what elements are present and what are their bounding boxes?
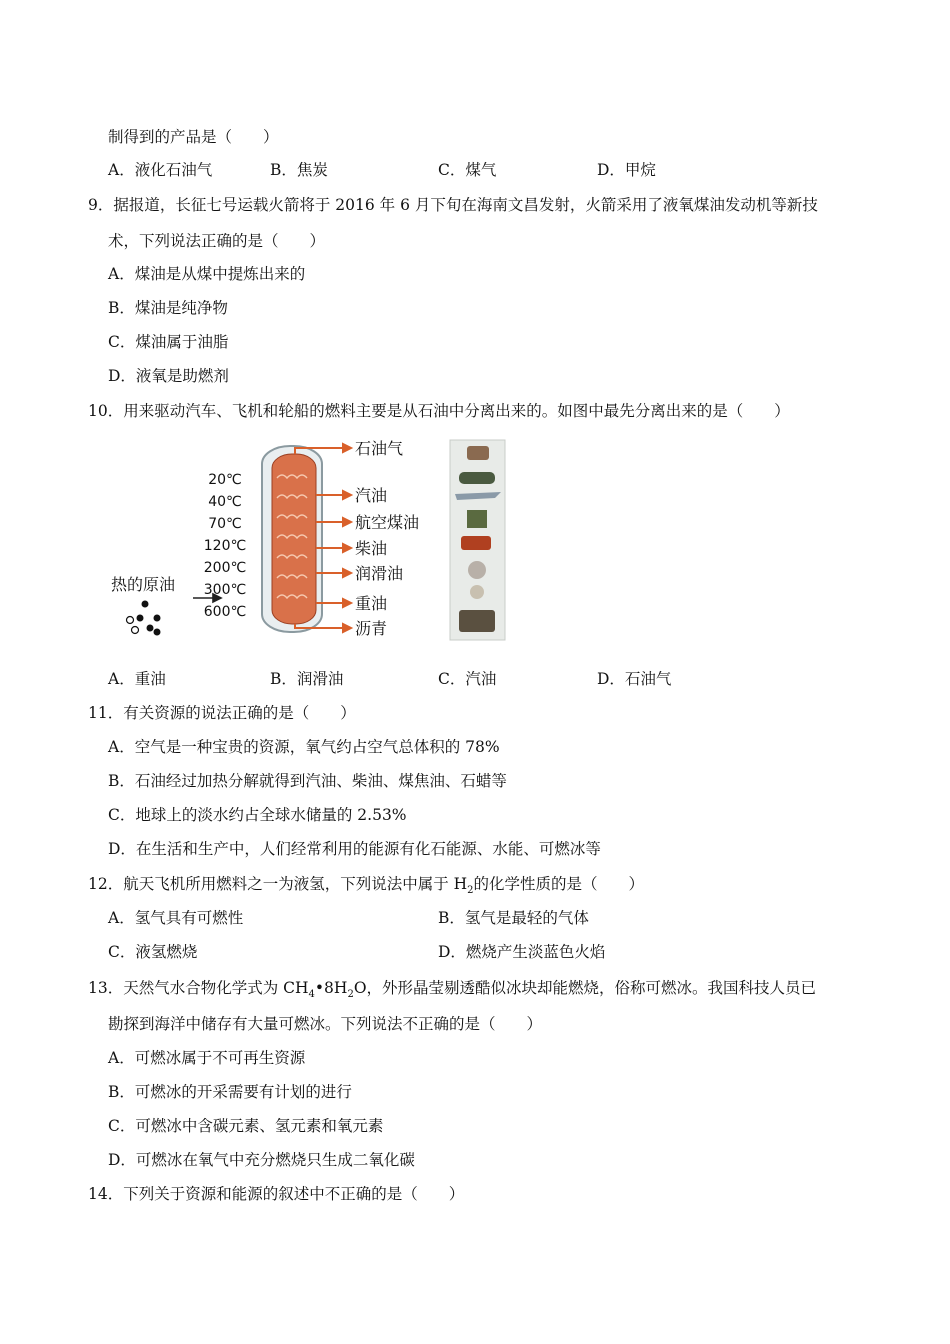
usage-images-strip [450, 440, 505, 640]
q13-stem-line1 [88, 978, 817, 1001]
q11-option-d: D．在生活和生产中，人们经常利用的能源有化石能源、水能、可燃冰等 [108, 840, 601, 858]
gear-icon [468, 561, 486, 579]
gas-tank-icon [467, 446, 489, 460]
temp-label: 40℃ [208, 494, 242, 510]
q12-stem-pre: 12．航天飞机所用燃料之一为液氢，下列说法中属于 H [88, 875, 468, 893]
q12-option-a: A．氢气具有可燃性 [108, 909, 244, 927]
q8-option-c: C．煤气 [438, 161, 497, 179]
temp-label: 300℃ [203, 582, 247, 598]
road-roller-icon [459, 610, 495, 632]
oil-icon [470, 585, 484, 599]
distillation-tower-figure [105, 438, 510, 643]
q14-stem: 14．下列关于资源和能源的叙述中不正确的是（ ） [88, 1185, 465, 1203]
temp-label: 600℃ [203, 604, 247, 620]
temp-label: 70℃ [208, 516, 242, 532]
product-label: 汽油 [355, 486, 388, 505]
temp-label: 120℃ [203, 538, 247, 554]
q12-stem-sub: 2 [467, 885, 474, 897]
q13-stem-sub2: 2 [347, 989, 354, 1001]
product-label: 润滑油 [355, 564, 404, 583]
q13-option-d: D．可燃冰在氧气中充分燃烧只生成二氧化碳 [108, 1151, 415, 1169]
product-label: 航空煤油 [355, 513, 420, 532]
q13-option-a: A．可燃冰属于不可再生资源 [108, 1049, 306, 1067]
temp-label: 20℃ [208, 472, 242, 488]
q13-stem-sub1: 4 [308, 989, 315, 1001]
q10-option-d: D．石油气 [597, 670, 672, 688]
q8-option-a: A．液化石油气 [108, 161, 213, 179]
product-label: 重油 [355, 594, 388, 613]
engine-icon [467, 510, 487, 528]
q13-option-c: C．可燃冰中含碳元素、氢元素和氧元素 [108, 1117, 384, 1135]
q13-stem-line2: 勘探到海洋中储存有大量可燃冰。下列说法不正确的是（ ） [108, 1015, 543, 1033]
q9-option-d: D．液氧是助燃剂 [108, 367, 229, 385]
tractor-icon [461, 536, 491, 550]
q12-stem [88, 874, 645, 897]
q10-stem: 10．用来驱动汽车、飞机和轮船的燃料主要是从石油中分离出来的。如图中最先分离出来的是（ ） [88, 402, 790, 420]
q12-stem-post: 的化学性质的是（ ） [473, 875, 645, 893]
q11-option-b: B．石油经过加热分解就得到汽油、柴油、煤焦油、石蜡等 [108, 772, 507, 790]
product-label: 柴油 [355, 539, 388, 558]
q9-stem-line1: 9．据报道，长征七号运载火箭将于 2016 年 6 月下旬在海南文昌发射，火箭采用了液氧煤油发动机等新技 [88, 196, 818, 214]
temp-label: 200℃ [203, 560, 247, 576]
q12-option-d: D．燃烧产生淡蓝色火焰 [438, 943, 606, 961]
q8-stem: 制得到的产品是（ ） [108, 128, 279, 146]
product-label: 石油气 [355, 439, 404, 458]
product-label: 沥青 [355, 619, 388, 638]
q13-option-b: B．可燃冰的开采需要有计划的进行 [108, 1083, 352, 1101]
q10-option-a: A．重油 [108, 670, 166, 688]
q12-option-b: B．氢气是最轻的气体 [438, 909, 589, 927]
q11-option-c: C．地球上的淡水约占全球水储量的 2.53% [108, 806, 407, 824]
q11-stem: 11．有关资源的说法正确的是（ ） [88, 704, 356, 722]
q13-stem-b: •8H [314, 979, 348, 997]
q10-option-b: B．润滑油 [270, 670, 344, 688]
crude-oil-dots [127, 601, 161, 636]
q9-stem-line2: 术，下列说法正确的是（ ） [108, 232, 326, 250]
tower-body [272, 454, 316, 624]
q13-stem-a: 13．天然气水合物化学式为 CH [88, 979, 309, 997]
q9-option-a: A．煤油是从煤中提炼出来的 [108, 265, 306, 283]
q9-option-c: C．煤油属于油脂 [108, 333, 229, 351]
crude-oil-label: 热的原油 [111, 575, 176, 594]
q8-option-b: B．焦炭 [270, 161, 328, 179]
car-icon [459, 472, 495, 484]
q8-option-d: D．甲烷 [597, 161, 656, 179]
q13-stem-c: O，外形晶莹剔透酷似冰块却能燃烧，俗称可燃冰。我国科技人员已 [353, 979, 817, 997]
q10-option-c: C．汽油 [438, 670, 497, 688]
q9-option-b: B．煤油是纯净物 [108, 299, 228, 317]
q12-option-c: C．液氢燃烧 [108, 943, 198, 961]
q11-option-a: A．空气是一种宝贵的资源，氧气约占空气总体积的 78% [108, 738, 500, 756]
